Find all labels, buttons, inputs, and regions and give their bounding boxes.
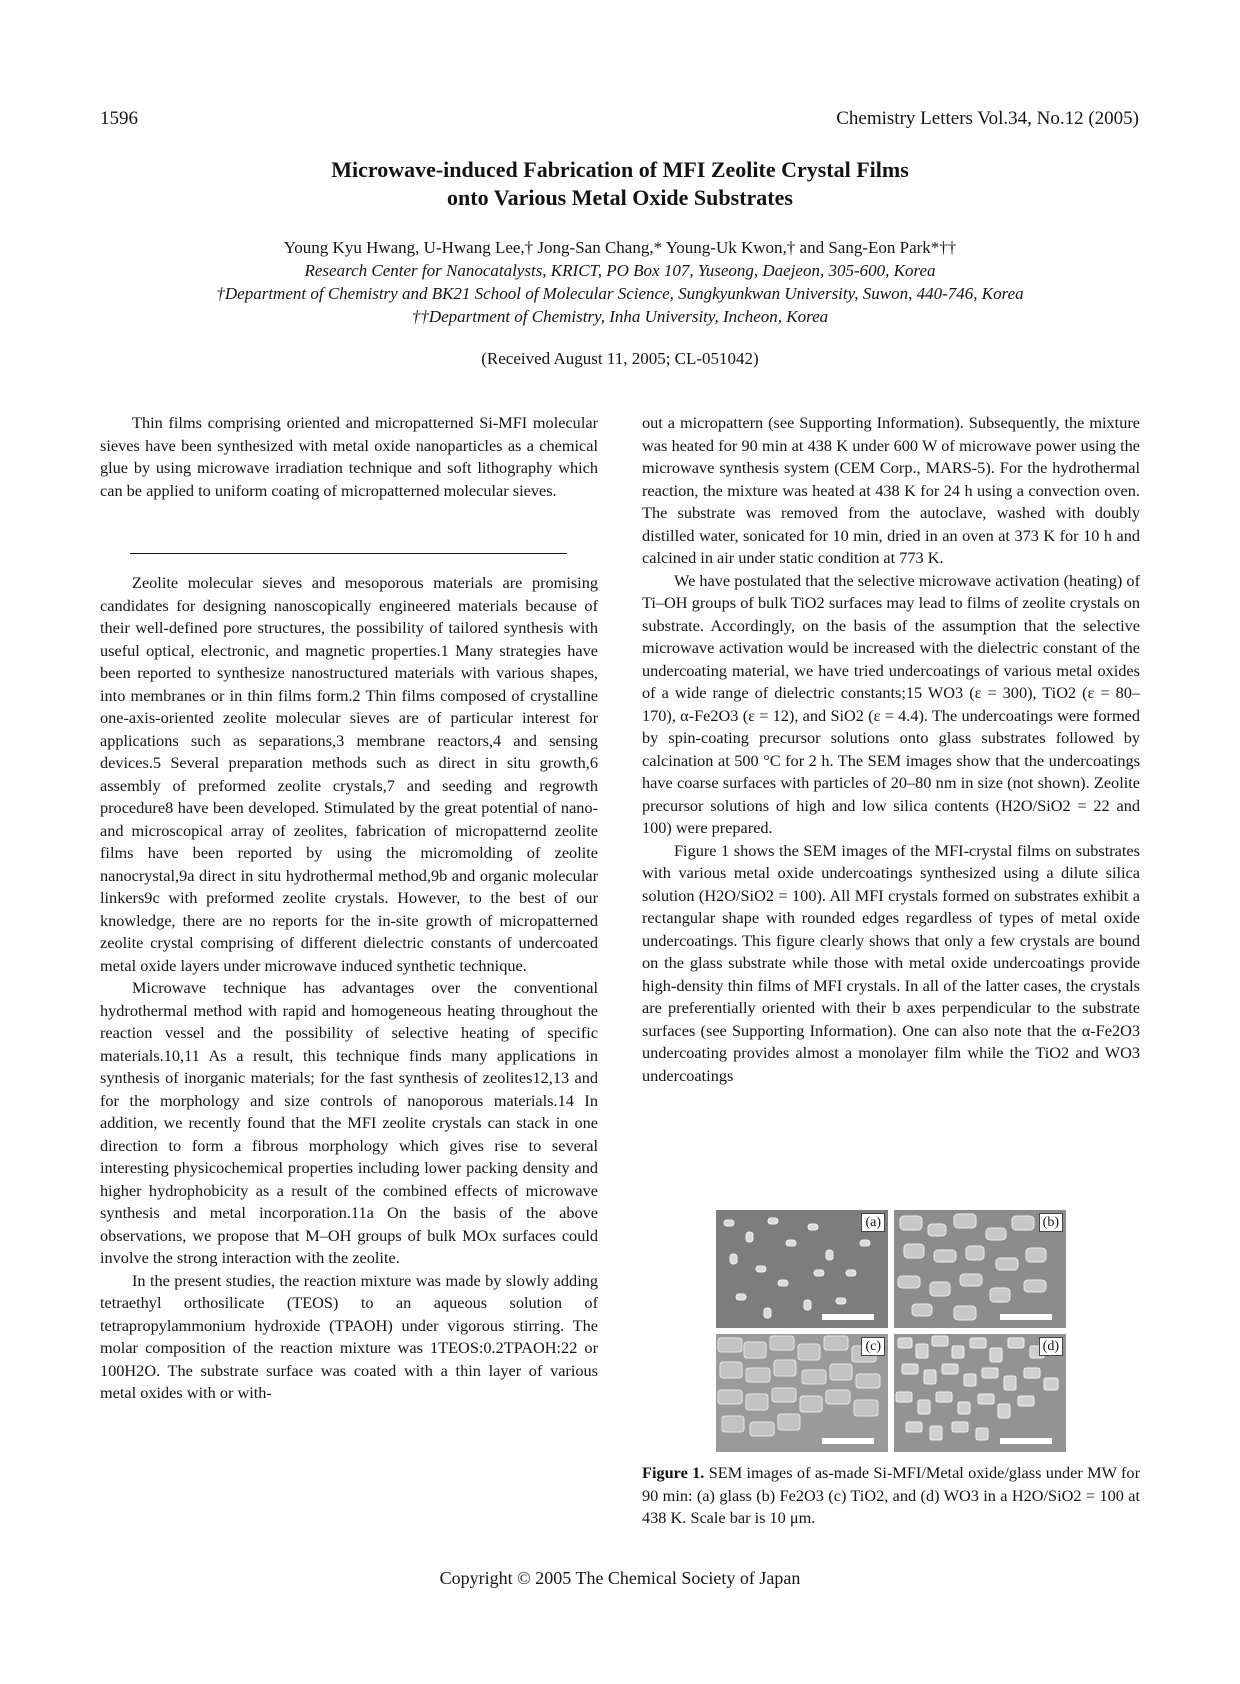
sem-panel-a <box>716 1210 888 1328</box>
panel-label-d: (d) <box>1039 1337 1063 1356</box>
page-number: 1596 <box>100 108 138 129</box>
paragraph: Figure 1 shows the SEM images of the MFI-crystal films on substrates with various metal oxide undercoatings synthesized using a dilute silica solution (H2O/SiO2 = 100). All MFI crystals formed on substrates exhibit a rectangular shape with rounded edges regardless of types of metal oxide undercoatings. This figure clearly shows that only a few crystals are bound on the glass substrate while those with metal oxide undercoatings provide high-density thin films of MFI crystals. In all of the latter cases, the crystals are preferentially oriented with their b axes perpendicular to the substrate surfaces (see Supporting Information). One can also note that the α-Fe2O3 undercoating provides almost a monolayer film while the TiO2 and WO3 undercoatings <box>642 840 1140 1085</box>
paragraph: out a micropattern (see Supporting Information). Subsequently, the mixture was heated for 90 min at 438 K under 600 W of microwave power using the microwave synthesis system (CEM Corp., MARS-5). For the hydrothermal reaction, the mixture was heated at 438 K for 24 h using a convection oven. The substrate was removed from the autoclave, washed with doubly distilled water, sonicated for 10 min, dried in an oven at 373 K for 10 h and calcined in air under static condition at 773 K. <box>642 413 1140 567</box>
abstract <box>100 412 598 502</box>
sem-panel-d <box>894 1334 1066 1452</box>
author-block <box>0 236 1240 328</box>
affiliation-1: Research Center for Nanocatalysts, KRICT, PO Box 107, Yuseong, Daejeon, 305-600, Korea <box>304 261 936 280</box>
abstract-divider <box>130 553 567 554</box>
figure-caption-text: SEM images of as-made Si-MFI/Metal oxide/glass under MW for 90 min: (a) glass (b) Fe2O3 (c) TiO2, and (d) WO3 in a H2O/SiO2 = 100 at 438 K. Scale bar is 10 μm. <box>642 1463 1140 1527</box>
sem-panel-b <box>894 1210 1066 1328</box>
article-title <box>0 156 1240 212</box>
scale-bar <box>1000 1438 1052 1444</box>
scale-bar <box>822 1314 874 1320</box>
journal-header: Chemistry Letters Vol.34, No.12 (2005) <box>836 108 1139 129</box>
title-line-2: onto Various Metal Oxide Substrates <box>447 185 793 210</box>
figure-caption <box>642 1462 1140 1530</box>
received-date: (Received August 11, 2005; CL-051042) <box>481 349 759 368</box>
sem-panel-c <box>716 1334 888 1452</box>
figure-caption-label: Figure 1. <box>642 1463 705 1482</box>
author-names: Young Kyu Hwang, U-Hwang Lee,† Jong-San Chang,* Young-Uk Kwon,† and Sang-Eon Park*†† <box>283 238 957 257</box>
panel-label-a: (a) <box>861 1213 885 1232</box>
copyright-footer: Copyright © 2005 The Chemical Society of Japan <box>439 1568 801 1588</box>
body-column-right <box>642 412 1140 1087</box>
sem-figure <box>716 1210 1068 1452</box>
paragraph: We have postulated that the selective microwave activation (heating) of Ti–OH groups of bulk TiO2 surfaces may lead to films of zeolite crystals on substrate. Accordingly, on the basis of the assumption that the selective microwave activation would be increased with the dielectric constant of the undercoating material, we have tried undercoatings of various metal oxides of a wide range of dielectric constants;15 WO3 (ε = 300), TiO2 (ε = 80–170), α-Fe2O3 (ε = 12), and SiO2 (ε = 4.4). The undercoatings were formed by spin-coating precursor solutions onto glass substrates followed by calcination at 500 °C for 2 h. The SEM images show that the undercoatings have coarse surfaces with particles of 20–80 nm in size (not shown). Zeolite precursor solutions of high and low silica contents (H2O/SiO2 = 22 and 100) were prepared. <box>642 570 1140 837</box>
panel-label-b: (b) <box>1039 1213 1063 1232</box>
paragraph: Zeolite molecular sieves and mesoporous materials are promising candidates for designing nanoscopically engineered materials because of their well-defined pore structures, the possibility of tailored synthesis with useful optical, electronic, and magnetic properties.1 Many strategies have been reported to synthesize nanostructured materials with various shapes, into membranes or in thin films form.2 Thin films composed of crystalline one-axis-oriented zeolite molecular sieves are of particular interest for applications such as separations,3 membrane reactors,4 and sensing devices.5 Several preparation methods such as direct in situ growth,6 assembly of preformed zeolite crystals,7 and seeding and regrowth procedure8 have been developed. Stimulated by the great potential of nano- and microscopical array of zeolites, fabrication of micropatternd zeolite films have been reported by using the micromolding of zeolite nanocrystal,9a direct in situ hydrothermal method,9b and organic molecular linkers9c with preformed zeolite crystals. However, to the best of our knowledge, there are no reports for the in-site growth of micropatterned zeolite crystal comprising of different dielectric constants of undercoated metal oxide layers under microwave induced synthetic technique. <box>100 573 598 975</box>
paragraph: In the present studies, the reaction mixture was made by slowly adding tetraethyl orthosilicate (TEOS) to an aqueous solution of tetrapropylammonium hydroxide (TPAOH) under vigorous stirring. The molar composition of the reaction mixture was 1TEOS:0.2TPAOH:22 or 100H2O. The substrate surface was coated with a thin layer of various metal oxides with or with- <box>100 1270 598 1402</box>
abstract-text: Thin films comprising oriented and micropatterned Si-MFI molecular sieves have been synthesized with metal oxide nanoparticles as a chemical glue by using microwave irradiation technique and soft lithography which can be applied to uniform coating of micropatterned molecular sieves. <box>100 413 598 500</box>
affiliation-3: ††Department of Chemistry, Inha University, Incheon, Korea <box>411 307 829 326</box>
scale-bar <box>1000 1314 1052 1320</box>
paragraph: Microwave technique has advantages over the conventional hydrothermal method with rapid and homogeneous heating throughout the reaction vessel and the possibility of selective heating of specific materials.10,11 As a result, this technique finds many applications in synthesis of inorganic materials; for the fast synthesis of zeolites12,13 and for the morphology and size controls of nanoporous materials.14 In addition, we recently found that the MFI zeolite crystals can stack in one direction to form a fibrous morphology which gives rise to several interesting physicochemical properties including lower packing density and higher hydrophobicity as a result of the combined effects of microwave synthesis and metal incorporation.11a On the basis of the above observations, we propose that M–OH groups of bulk MOx surfaces could involve the strong interaction with the zeolite. <box>100 978 598 1267</box>
affiliation-2: †Department of Chemistry and BK21 School of Molecular Science, Sungkyunkwan University, Suwon, 440-746, Korea <box>216 284 1024 303</box>
scale-bar <box>822 1438 874 1444</box>
panel-label-c: (c) <box>861 1337 885 1356</box>
title-line-1: Microwave-induced Fabrication of MFI Zeolite Crystal Films <box>331 157 909 182</box>
body-column-left <box>100 572 598 1405</box>
